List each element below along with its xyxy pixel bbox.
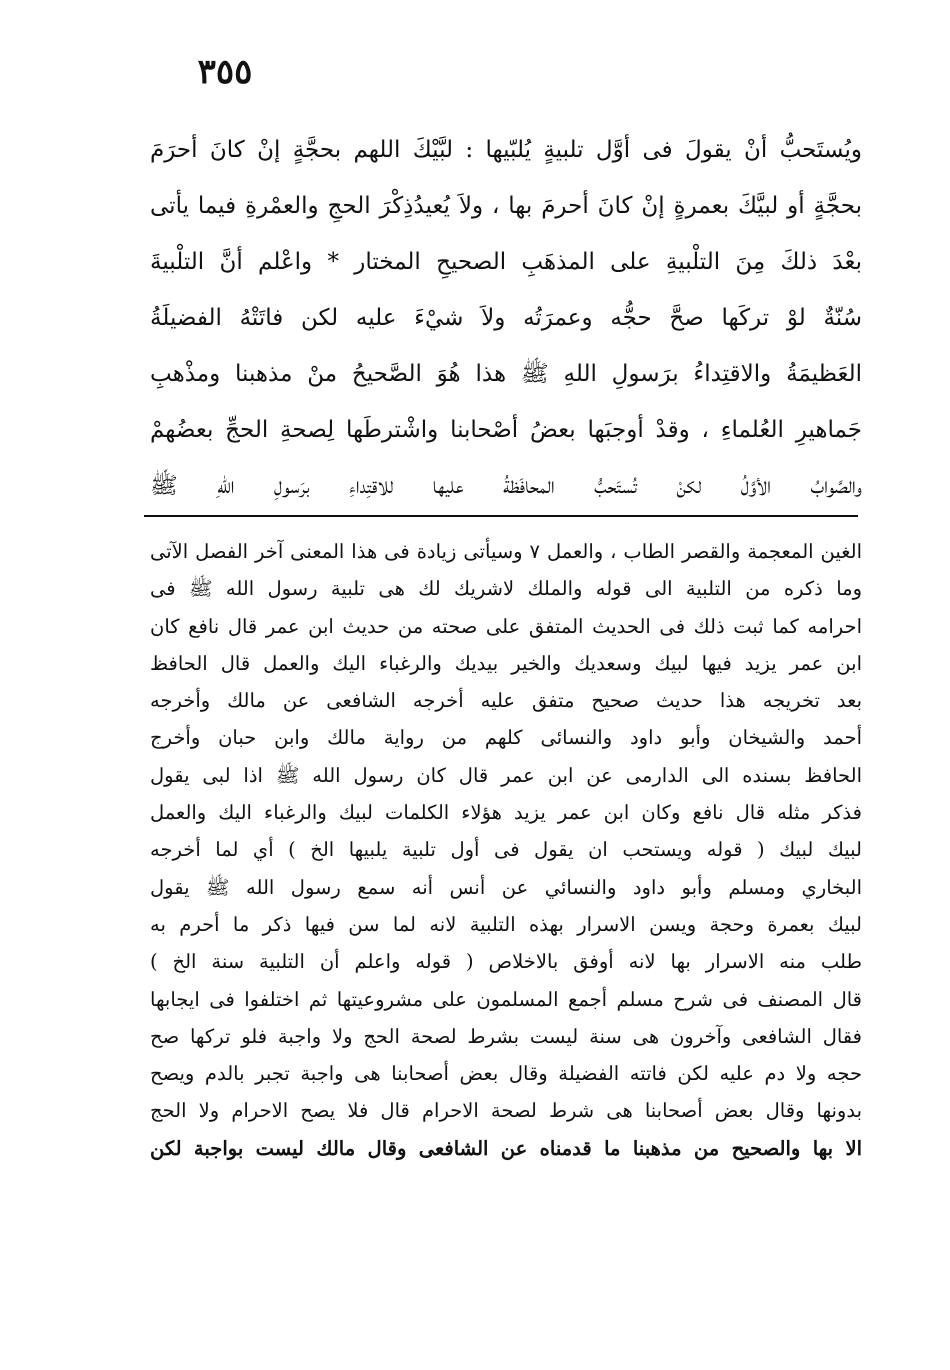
section-divider [144, 515, 858, 517]
main-text-line: جَماهيرِ العُلماءِ ، وقدْ أوجبَها بعضُ أصْحابنا واشْترطَها لِصحةِ الحجِّ بعضُهمْ [150, 417, 862, 443]
commentary-line: فقال الشافعى وآخرون هى سنة ليست بشرط لصحة الحج ولا واجبة فلو تركها صح [150, 1024, 862, 1048]
commentary-line: البخاري ومسلم وأبو داود والنسائي عن أنس أنه سمع رسول الله ﷺ يقول [150, 875, 862, 899]
commentary-line: فذكر مثله قال نافع وكان ابن عمر يزيد هؤلاء الكلمات لبيك والرغباء اليك والعمل [150, 801, 862, 825]
page-number: ٣٥٥ [197, 52, 253, 92]
commentary-line: احرامه كما ثبت ذلك فى الحديث المتفق على صحته من حديث ابن عمر قال نافع كان [150, 614, 862, 638]
commentary-line: أحمد والشيخان وأبو داود والنسائى كلهم من رواية مالك وابن حبان وأخرج [150, 726, 862, 750]
main-text-block [150, 122, 862, 514]
commentary-line: حجه ولا دم عليه لكن فاتته الفضيلة وقال بعض أصحابنا هى واجبة تجبر بالدم ويصح [150, 1062, 862, 1086]
main-text-line: ويُستَحبُّ أنْ يقولَ فى أوَّل تلبيةٍ يُلبّيها : لبَّيْكَ اللهم بحجَّةٍ إنْ كانَ أحرَمَ [150, 137, 862, 163]
commentary-line: قال المصنف فى شرح مسلم أجمع المسلمون على مشروعيتها ثم اختلفوا فى ايجابها [150, 987, 862, 1011]
commentary-line: ابن عمر يزيد فيها لبيك وسعديك والخير بيديك والرغباء اليك والعمل قال الحافظ [150, 651, 862, 675]
commentary-line: طلب منه الاسرار بها لانه أوفق بالاخلاص ( قوله واعلم أن التلبية سنة الخ ) [150, 950, 862, 974]
main-text-line: بعْدَ ذلكَ مِنَ التلْبيةِ على المذهَبِ الصحيحِ المختار * واعْلم أنَّ التلْبيةَ [150, 249, 862, 275]
main-text-line: والصَّوابُ الأوَّلُ لكنْ تُستَحبُّ المحافَظةُ عليها للاقتِداءِ برَسولِ اللهِ ﷺ [150, 473, 862, 499]
commentary-line: الا بها والصحيح من مذهبنا ما قدمناه عن الشافعى وقال مالك ليست بواجبة لكن [150, 1136, 862, 1160]
main-text-line: سُنّةٌ لوْ تركَها صحَّ حجُّه وعمرَتُه ولاَ شيْءَ عليه لكن فاتَتْهُ الفضيلَةُ [150, 305, 862, 331]
commentary-line: لبيك بعمرة وحجة ويسن الاسرار بهذه التلبية لانه لما سن فيها ذكر ما أحرم به [150, 912, 862, 936]
commentary-line: الحافظ بسنده الى الدارمى عن ابن عمر قال كان رسول الله ﷺ اذا لبى يقول [150, 763, 862, 787]
commentary-line: لبيك لبيك ( قوله ويستحب ان يقول فى أول تلبية يلبيها الخ ) أي لما أخرجه [150, 838, 862, 862]
main-text-line: بحجَّةٍ أو لبيَّكَ بعمرةٍ إنْ كانَ أحرمَ بها ، ولاَ يُعيدُذِكْرَ الحجِ والعمْرةِ فيما يأتى [150, 193, 862, 219]
commentary-line: وما ذكره من التلبية الى قوله والملك لاشريك لك هى تلبية رسول الله ﷺ فى [150, 577, 862, 601]
commentary-line: بدونها وقال بعض أصحابنا هى شرط لصحة الاحرام قال فلا يصح الاحرام ولا الحج [150, 1099, 862, 1123]
main-text-line: العَظيمَةُ والاقتِداءُ برَسولِ اللهِ ﷺ هذا هُوَ الصَّحيحُ منْ مذهبنا ومذْهبِ [150, 361, 862, 387]
commentary-line: بعد تخريجه هذا حديث صحيح متفق عليه أخرجه الشافعى عن مالك وأخرجه [150, 689, 862, 713]
commentary-line: الغين المعجمة والقصر الطاب ، والعمل ٧ وسيأتى زيادة فى هذا المعنى آخر الفصل الآتى [150, 540, 862, 563]
commentary-block [150, 533, 862, 1167]
